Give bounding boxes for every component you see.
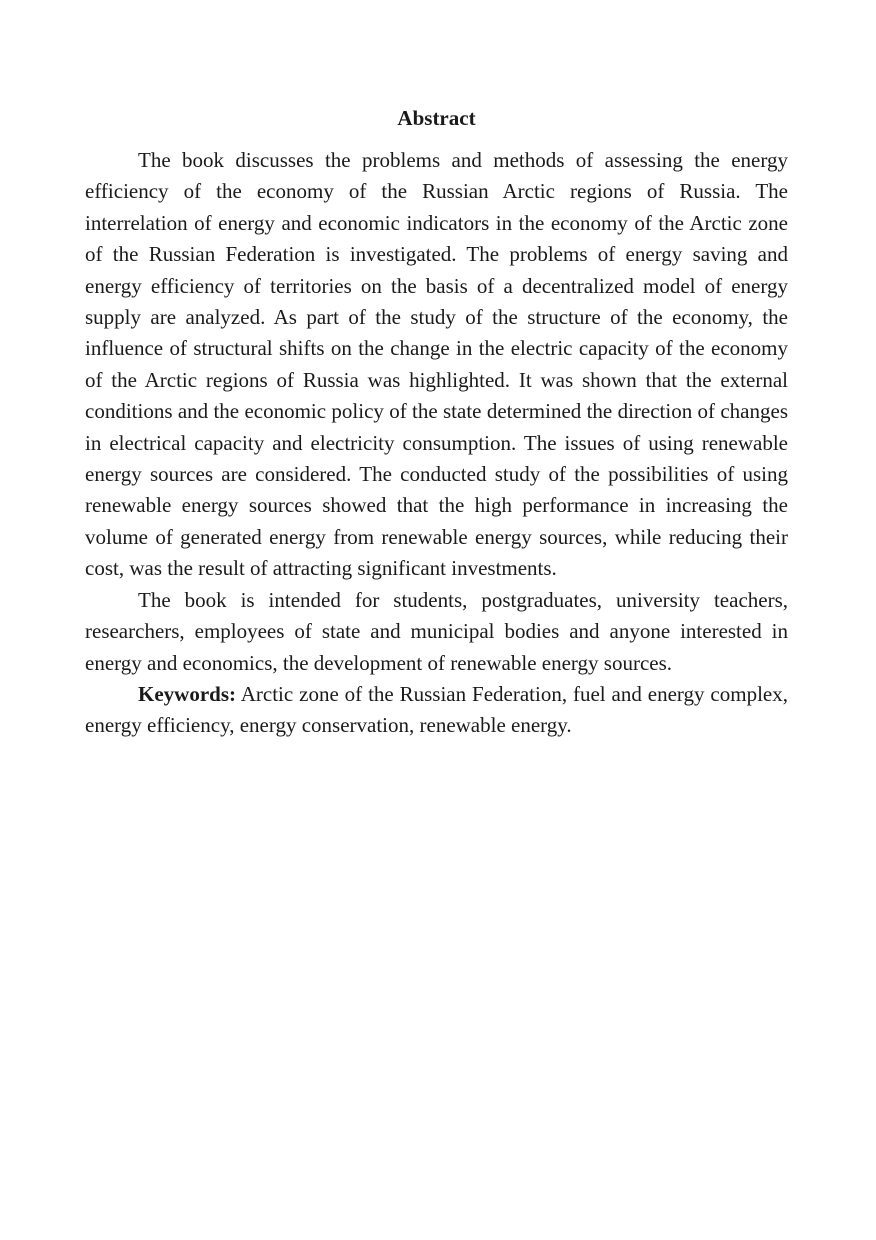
abstract-paragraph-2: The book is intended for students, postgraduates, university teachers, researchers, employees of state and municipal bodies and anyone interested in energy and economics, the development of renewable energy sources. — [85, 587, 788, 675]
page-title: Abstract — [397, 106, 476, 130]
keywords-label: Keywords: — [138, 681, 236, 706]
abstract-paragraph-1: The book discusses the problems and methods of assessing the energy efficiency of the economy of the Russian Arctic regions of Russia. The interrelation of energy and economic indicators in the economy of the Arctic zone of the Russian Federation is investigated. The problems of energy saving and energy efficiency of territories on the basis of a decentralized model of energy supply are analyzed. As part of the study of the structure of the economy, the influence of structural shifts on the change in the electric capacity of the economy of the Arctic regions of Russia was highlighted. It was shown that the external conditions and the economic policy of the state determined the direction of changes in electrical capacity and electricity consumption. The issues of using renewable energy sources are considered. The conducted study of the possibilities of using renewable energy sources showed that the high performance in increasing the volume of generated energy from renewable energy sources, while reducing their cost, was the result of attracting significant investments. — [85, 148, 788, 581]
keywords-text: Arctic zone of the Russian Federation, fuel and energy complex, energy efficiency, energy conservation, renewable energy. — [85, 681, 788, 738]
document-page — [85, 103, 788, 742]
keywords-paragraph — [85, 679, 788, 742]
